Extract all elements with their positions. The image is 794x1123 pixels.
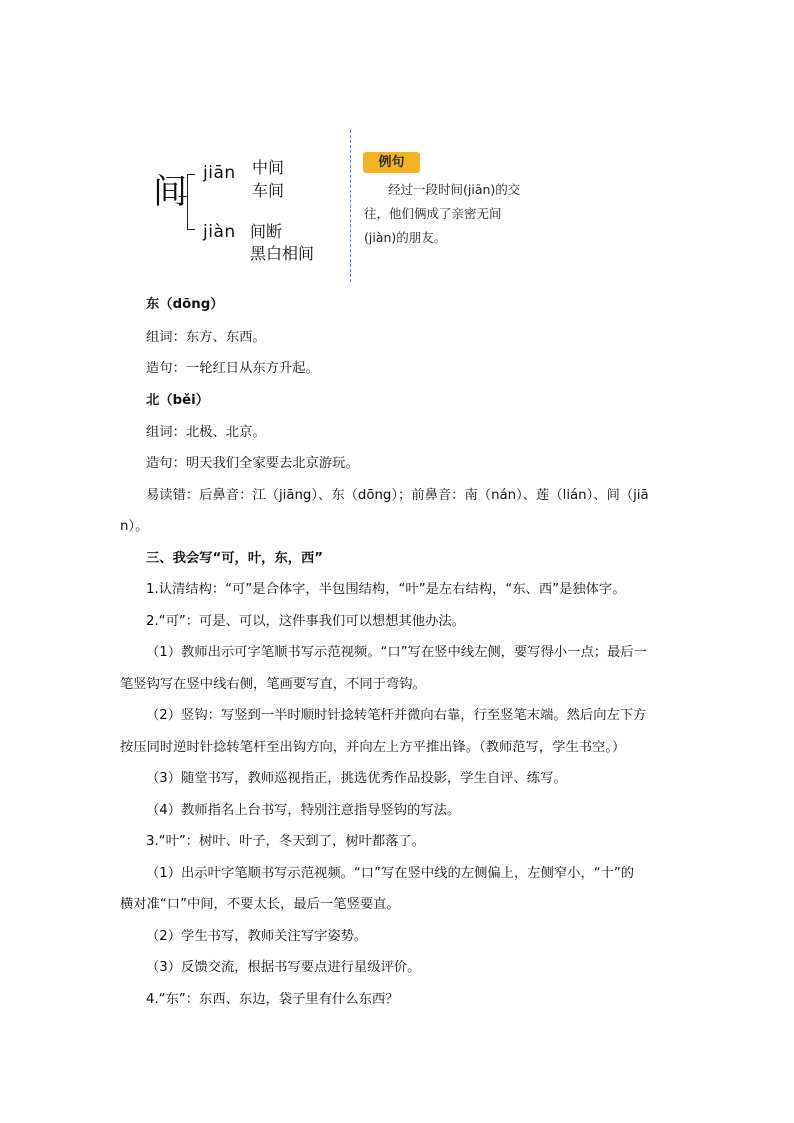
ke-step-2-line-1: （2）竖钩：写竖到一半时顺时针捻转笔杆并微向右靠，行至竖笔末端。然后向左下方 — [146, 708, 647, 723]
example-line-2: 往，他们俩成了亲密无间 — [364, 206, 502, 221]
brace-stem — [179, 196, 187, 197]
main-character: 间 — [153, 172, 187, 212]
ke-step-3: （3）随堂书写，教师巡视指正，挑选优秀作品投影，学生自评、练写。 — [146, 771, 567, 786]
entry-dong-heading: 东（dōng） — [146, 297, 224, 312]
reading-2-word-2: 黑白相间 — [250, 244, 315, 263]
pinyin-reading-2: jiàn — [203, 222, 236, 242]
example-line-3: (jiàn)的朋友。 — [364, 230, 447, 245]
structure-line: 1.认清结构：“可”是合体字，半包围结构，“叶”是左右结构，“东、西”是独体字。 — [146, 582, 626, 597]
ye-step-3: （3）反馈交流，根据书写要点进行星级评价。 — [146, 960, 421, 975]
bei-words: 组词：北极、北京。 — [146, 425, 266, 440]
misread-line-2: n）。 — [120, 519, 149, 534]
ke-heading: 2.“可”：可是、可以，这件事我们可以想想其他办法。 — [146, 614, 465, 629]
ye-step-1-line-2: 横对准“口”中间，不要太长，最后一笔竖要直。 — [120, 897, 400, 912]
dashed-divider — [350, 130, 351, 282]
reading-2-word-1: 间断 — [250, 222, 283, 241]
dong-sentence: 造句：一轮红日从东方升起。 — [146, 361, 319, 376]
ke-step-2-line-2: 按压同时逆时针捻转笔杆至出钩方向，并向左上方平推出锋。（教师范写，学生书空。） — [120, 740, 626, 755]
ye-step-2: （2）学生书写，教师关注写字姿势。 — [146, 929, 368, 944]
ke-step-1-line-1: （1）教师出示可字笔顺书写示范视频。“口”写在竖中线左侧，要写得小一点；最后一 — [146, 645, 647, 660]
reading-1-word-2: 车间 — [252, 181, 285, 200]
ke-step-4: （4）教师指名上台书写，特别注意指导竖钩的写法。 — [146, 803, 461, 818]
ye-step-1-line-1: （1）出示叶字笔顺书写示范视频。“口”写在竖中线的左侧偏上，左侧窄小，“十”的 — [146, 866, 635, 881]
entry-bei-heading: 北（běi） — [146, 393, 209, 408]
dong-write-heading: 4.“东”：东西、东边，袋子里有什么东西？ — [146, 992, 399, 1007]
section-three-heading: 三、我会写“可，叶，东，西” — [146, 551, 324, 566]
brace-connector — [187, 174, 198, 230]
example-tag: 例句 — [363, 152, 420, 173]
dong-words: 组词：东方、东西。 — [146, 330, 266, 345]
ye-heading: 3.“叶”：树叶、叶子，冬天到了，树叶都落了。 — [146, 834, 426, 849]
bei-sentence: 造句：明天我们全家要去北京游玩。 — [146, 456, 359, 471]
misread-line-1: 易读错：后鼻音：江（jiāng）、东（dōng）；前鼻音：南（nán）、莲（lián）、间（jiā — [146, 488, 649, 503]
example-line-1: 经过一段时间(jiān)的交 — [388, 182, 521, 197]
ke-step-1-line-2: 笔竖钩写在竖中线右侧，笔画要写直，不同于弯钩。 — [120, 677, 426, 692]
pinyin-reading-1: jiān — [203, 163, 236, 183]
reading-1-word-1: 中间 — [252, 158, 285, 177]
